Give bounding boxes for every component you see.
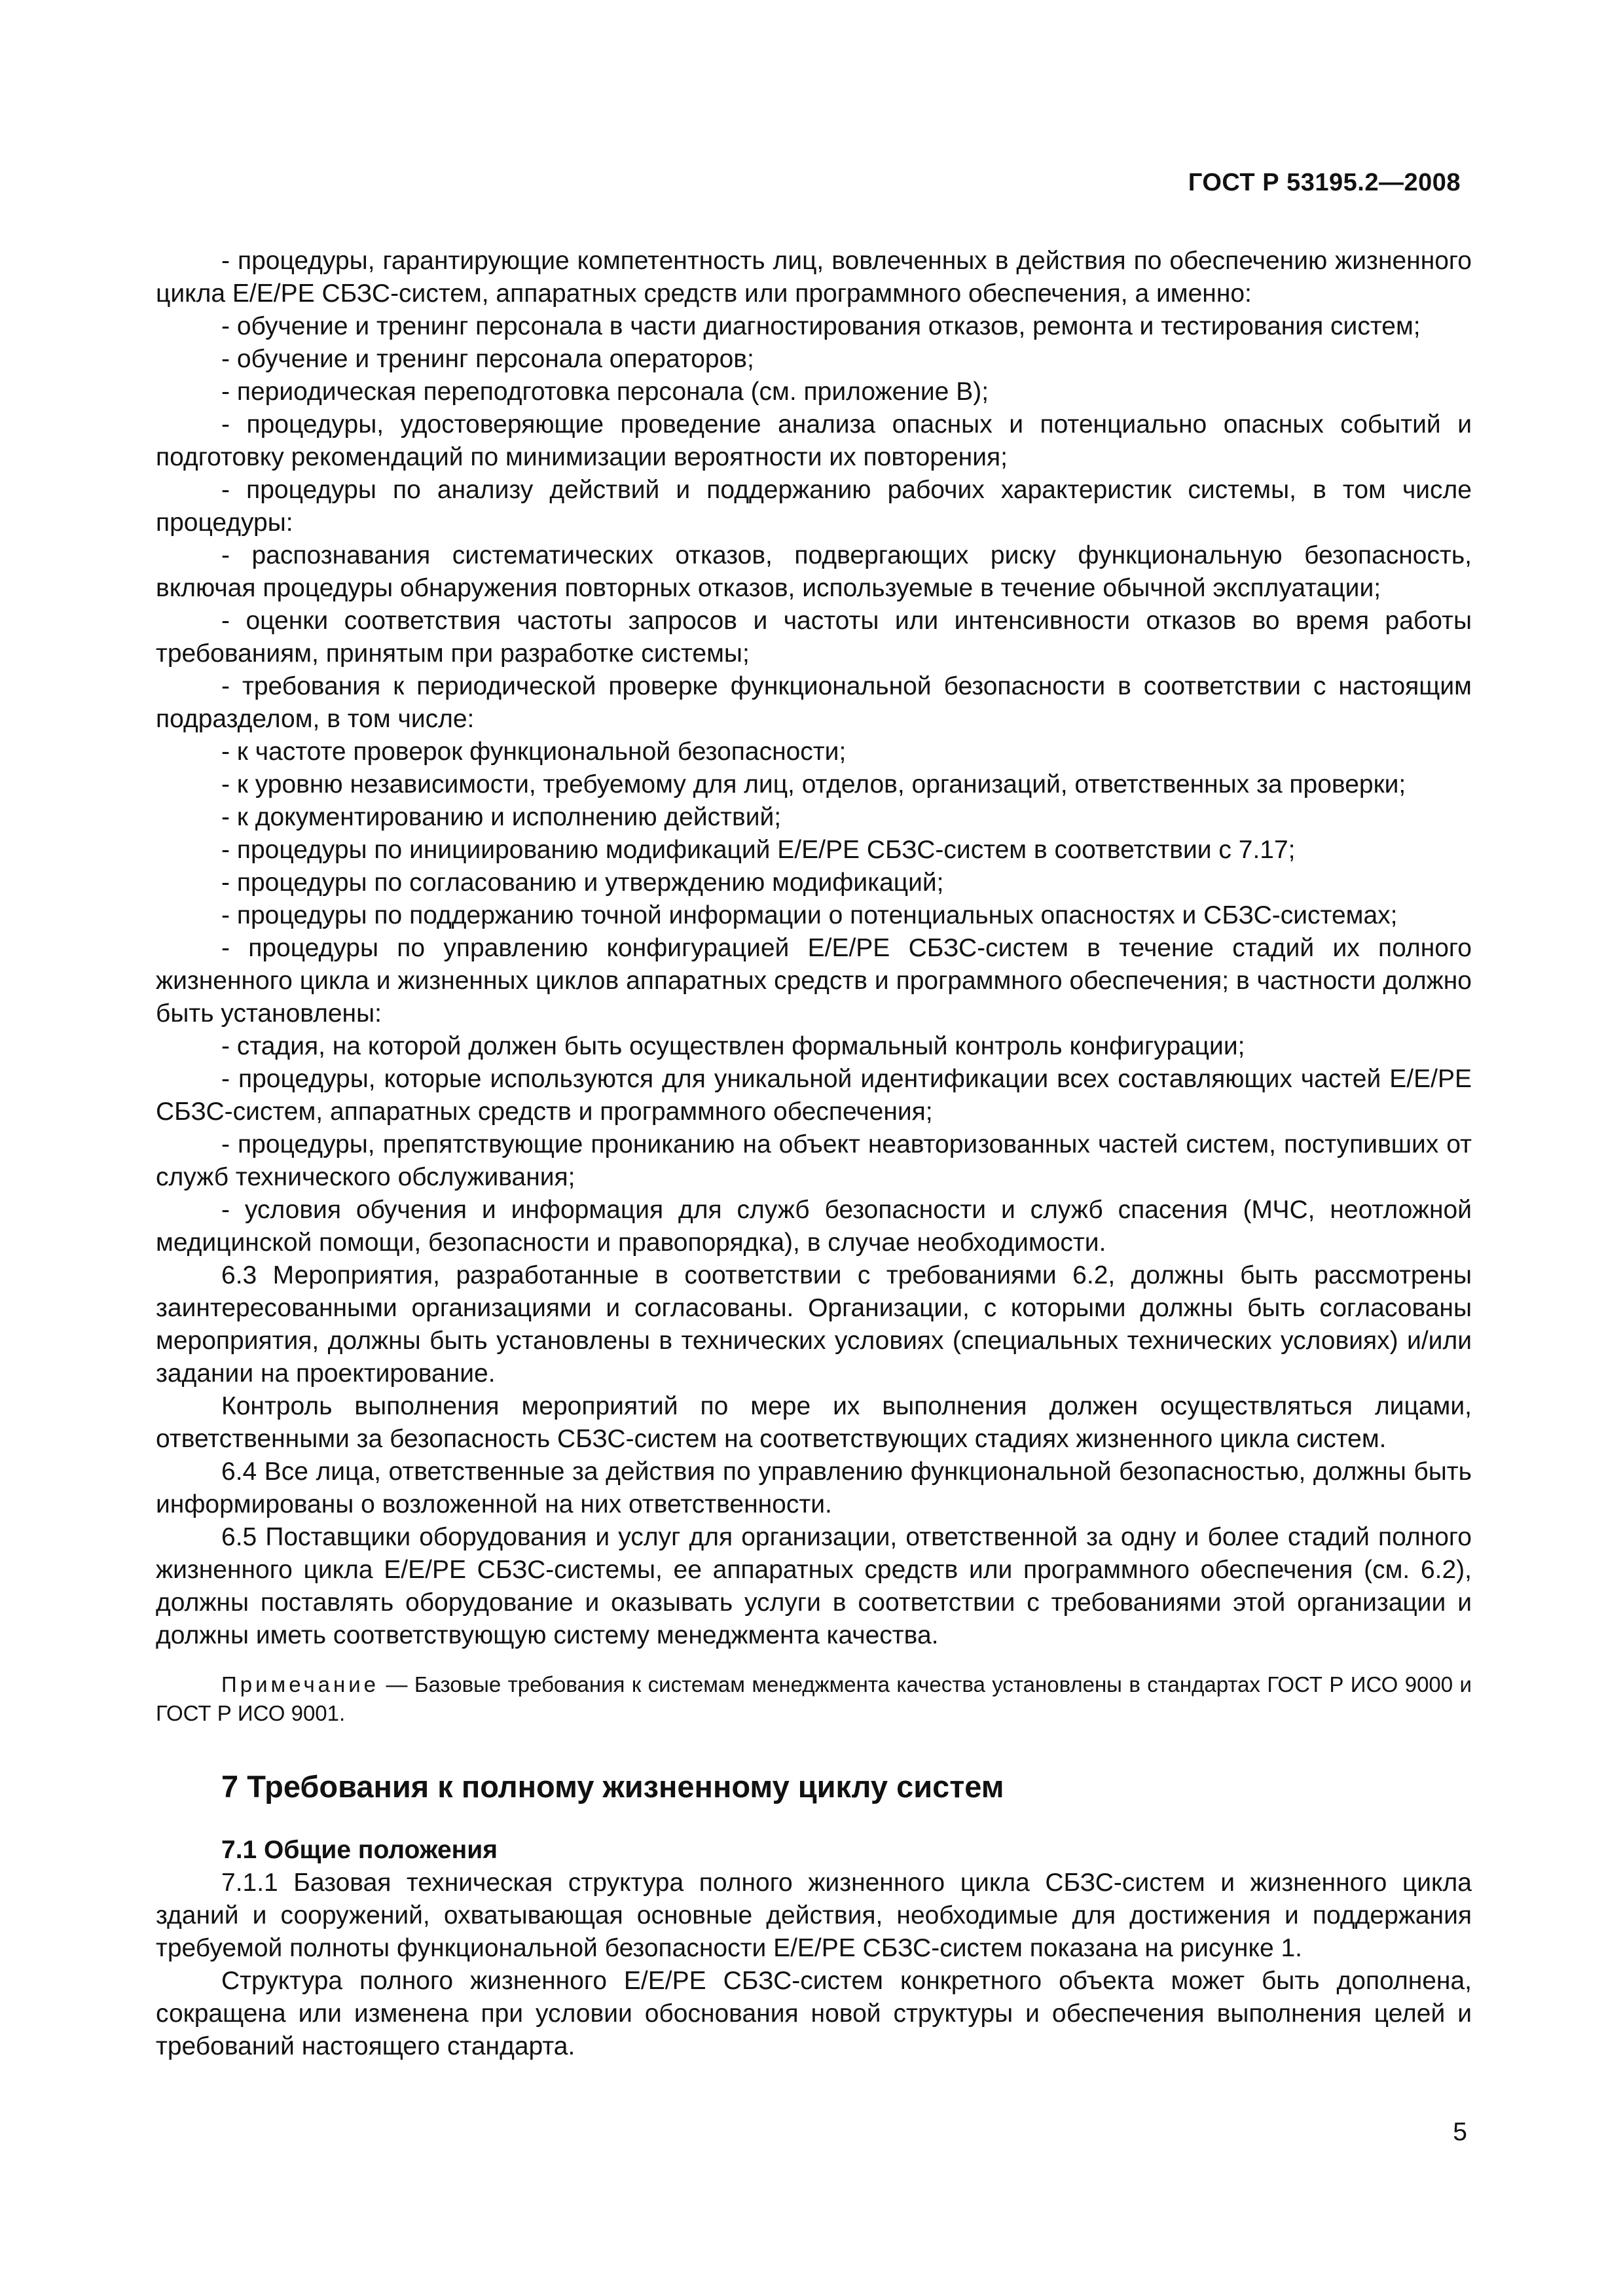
paragraph: - процедуры, гарантирующие компетентность лиц, вовлеченных в действия по обеспечению жизненного цикла E/E/PE СБЗС-систем, аппаратных средств или программного обеспечения, а именно: bbox=[156, 247, 1472, 308]
paragraph: - процедуры, удостоверяющие проведение анализа опасных и потенциально опасных событий и подготовку рекомендаций по минимизации вероятности их повторения; bbox=[156, 410, 1472, 471]
paragraph: Контроль выполнения мероприятий по мере их выполнения должен осуществляться лицами, ответственными за безопасность СБЗС-систем на соответствующих стадиях жизненного цикла систем. bbox=[156, 1392, 1472, 1453]
paragraph: - оценки соответствия частоты запросов и частоты или интенсивности отказов во время работы требованиям, принятым при разработке системы; bbox=[156, 607, 1472, 668]
paragraph: 6.4 Все лица, ответственные за действия по управлению функциональной безопасностью, должны быть информированы о возложенной на них ответственности. bbox=[156, 1458, 1472, 1518]
paragraph: - обучение и тренинг персонала в части диагностирования отказов, ремонта и тестирования систем; bbox=[221, 312, 1421, 340]
paragraph: - требования к периодической проверке функциональной безопасности в соответствии с настоящим подразделом, в том числе: bbox=[156, 672, 1472, 733]
paragraph: - к уровню независимости, требуемому для лиц, отделов, организаций, ответственных за проверки; bbox=[221, 770, 1406, 798]
paragraph: - процедуры по поддержанию точной информации о потенциальных опасностях и СБЗС-системах; bbox=[221, 901, 1398, 929]
paragraph: - процедуры по управлению конфигурацией E/E/PE СБЗС-систем в течение стадий их полного жизненного цикла и жизненных циклов аппаратных средств и программного обеспечения; в частности должно быть установлены: bbox=[156, 934, 1472, 1028]
paragraph: - условия обучения и информация для служб безопасности и служб спасения (МЧС, неотложной медицинской помощи, безопасности и правопорядка), в случае необходимости. bbox=[156, 1196, 1472, 1257]
paragraph: 7.1.1 Базовая техническая структура полного жизненного цикла СБЗС-систем и жизненного цикла зданий и сооружений, охватывающая основные действия, необходимые для достижения и поддержания требуемой полноты функциональной безопасности E/E/PE СБЗС-систем показана на рисунке 1. bbox=[156, 1869, 1472, 1962]
note bbox=[156, 1670, 1472, 1728]
paragraph: - стадия, на которой должен быть осуществлен формальный контроль конфигурации; bbox=[221, 1032, 1245, 1060]
paragraph: - к частоте проверок функциональной безопасности; bbox=[221, 738, 847, 766]
paragraph: 6.3 Мероприятия, разработанные в соответствии с требованиями 6.2, должны быть рассмотрены заинтересованными организациями и согласованы. Организации, с которыми должны быть согласованы мероприятия, должны быть установлены в технических условиях (специальных технических условиях) и/или задании на проектирование. bbox=[156, 1261, 1472, 1388]
paragraph: - процедуры по инициированию модификаций E/E/PE СБЗС-систем в соответствии с 7.17; bbox=[221, 836, 1296, 864]
paragraph: - процедуры по согласованию и утверждению модификаций; bbox=[221, 869, 944, 897]
paragraph: - распознавания систематических отказов, подвергающих риску функциональную безопасность, включая процедуры обнаружения повторных отказов, используемые в течение обычной эксплуатации; bbox=[156, 541, 1472, 602]
paragraph: - к документированию и исполнению действий; bbox=[221, 803, 782, 831]
paragraph: - процедуры, препятствующие прониканию на объект неавторизованных частей систем, поступивших от служб технического обслуживания; bbox=[156, 1130, 1472, 1191]
paragraph: - периодическая переподготовка персонала (см. приложение В); bbox=[221, 378, 989, 406]
document-body bbox=[156, 245, 1472, 2063]
note-label: Примечание bbox=[221, 1672, 380, 1696]
page-number: 5 bbox=[1453, 2118, 1467, 2146]
subsection-heading: 7.1 Общие положения bbox=[221, 1836, 498, 1864]
note-text: — Базовые требования к системам менеджмента качества установлены в стандартах ГОСТ Р ИСО 9000 и ГОСТ Р ИСО 9001. bbox=[156, 1672, 1472, 1725]
paragraph: - процедуры по анализу действий и поддержанию рабочих характеристик системы, в том числе процедуры: bbox=[156, 476, 1472, 537]
document-header: ГОСТ Р 53195.2—2008 bbox=[1188, 169, 1461, 196]
paragraph: - обучение и тренинг персонала операторов; bbox=[221, 345, 754, 373]
section-heading: 7 Требования к полному жизненному циклу систем bbox=[221, 1769, 1004, 1804]
paragraph: 6.5 Поставщики оборудования и услуг для организации, ответственной за одну и более стадий полного жизненного цикла E/E/PE СБЗС-системы, ее аппаратных средств или программного обеспечения (см. 6.2), должны поставлять оборудование и оказывать услуги в соответствии с требованиями этой организации и должны иметь соответствующую систему менеджмента качества. bbox=[156, 1523, 1472, 1649]
paragraph: Структура полного жизненного E/E/PE СБЗС-систем конкретного объекта может быть дополнена, сокращена или изменена при условии обоснования новой структуры и обеспечения выполнения целей и требований настоящего стандарта. bbox=[156, 1967, 1472, 2060]
paragraph: - процедуры, которые используются для уникальной идентификации всех составляющих частей E/E/PE СБЗС-систем, аппаратных средств и программного обеспечения; bbox=[156, 1065, 1472, 1126]
